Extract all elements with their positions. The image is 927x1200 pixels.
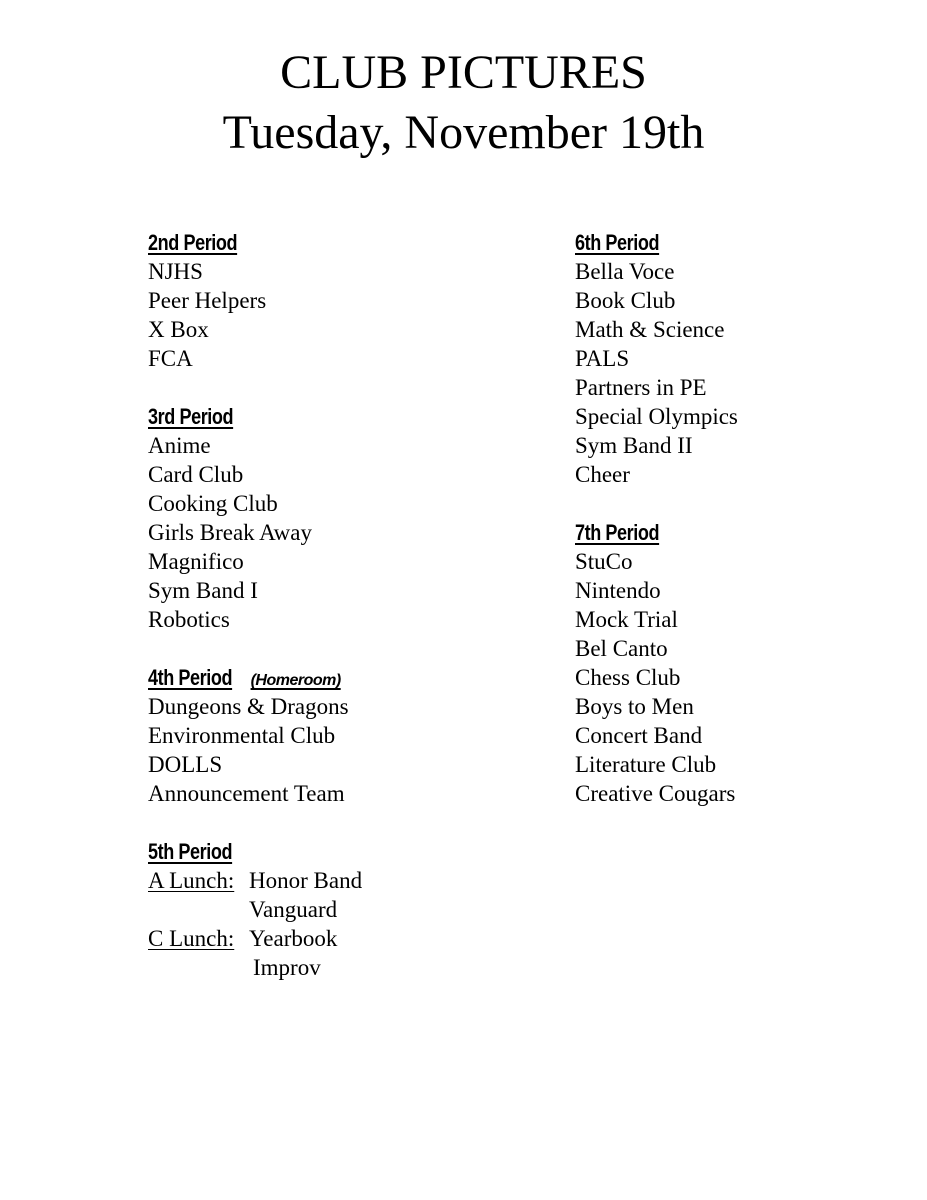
list-item: Cooking Club (148, 491, 278, 516)
c-lunch-label: C Lunch: (148, 926, 235, 951)
homeroom-note: (Homeroom) (250, 672, 341, 689)
list-item: PALS (575, 346, 630, 371)
list-item: Creative Cougars (575, 781, 736, 806)
a-lunch-label: A Lunch: (148, 868, 235, 893)
c-lunch-row (148, 924, 528, 953)
list-item: Dungeons & Dragons (148, 694, 349, 719)
list-item: Partners in PE (575, 375, 707, 400)
list-item: Mock Trial (575, 607, 678, 632)
heading-text: 3rd Period (148, 404, 234, 429)
left-column (148, 228, 528, 1011)
list-item: Boys to Men (575, 694, 694, 719)
list-item: DOLLS (148, 752, 223, 777)
page-subtitle-date: Tuesday, November 19th (222, 106, 705, 159)
heading-text: 6th Period (575, 230, 660, 255)
list-item: StuCo (575, 549, 633, 574)
heading-text: 7th Period (575, 520, 660, 545)
list-item: Magnifico (148, 549, 244, 574)
page-title: CLUB PICTURES (280, 46, 647, 99)
list-item: Literature Club (575, 752, 717, 777)
section-heading (148, 228, 528, 257)
heading-text: 5th Period (148, 839, 233, 864)
section-3rd-period (148, 402, 528, 634)
list-item: Environmental Club (148, 723, 336, 748)
c-lunch-row-continued (148, 953, 528, 982)
a-lunch-row-continued (148, 895, 528, 924)
list-item: Anime (148, 433, 211, 458)
list-item: Improv (253, 955, 321, 980)
heading-text: 2nd Period (148, 230, 238, 255)
section-7th-period (575, 518, 905, 808)
list-item: Nintendo (575, 578, 661, 603)
list-item: Sym Band II (575, 433, 693, 458)
list-item: Chess Club (575, 665, 681, 690)
section-heading (148, 663, 528, 692)
club-list (148, 257, 528, 373)
section-2nd-period (148, 228, 528, 373)
section-heading (148, 837, 528, 866)
list-item: Honor Band (249, 868, 363, 893)
list-item: Yearbook (249, 926, 338, 951)
list-item: Robotics (148, 607, 230, 632)
club-list (148, 692, 528, 808)
heading-text: 4th Period (148, 665, 233, 690)
list-item: Bel Canto (575, 636, 668, 661)
section-6th-period (575, 228, 905, 489)
club-list (575, 547, 905, 808)
list-item: X Box (148, 317, 209, 342)
section-4th-period (148, 663, 528, 808)
right-column (575, 228, 905, 837)
list-item: Special Olympics (575, 404, 738, 429)
list-item: Concert Band (575, 723, 703, 748)
list-item: Peer Helpers (148, 288, 267, 313)
list-item: Cheer (575, 462, 630, 487)
list-item: FCA (148, 346, 193, 371)
section-heading (575, 228, 905, 257)
section-heading (148, 402, 528, 431)
section-5th-period (148, 837, 528, 982)
list-item: Book Club (575, 288, 676, 313)
list-item: Sym Band I (148, 578, 258, 603)
list-item: Bella Voce (575, 259, 675, 284)
list-item: Vanguard (249, 897, 338, 922)
club-list (575, 257, 905, 489)
list-item: Girls Break Away (148, 520, 312, 545)
list-item: Card Club (148, 462, 244, 487)
a-lunch-row (148, 866, 528, 895)
list-item: NJHS (148, 259, 203, 284)
list-item: Announcement Team (148, 781, 345, 806)
section-heading (575, 518, 905, 547)
club-list (148, 431, 528, 634)
list-item: Math & Science (575, 317, 725, 342)
